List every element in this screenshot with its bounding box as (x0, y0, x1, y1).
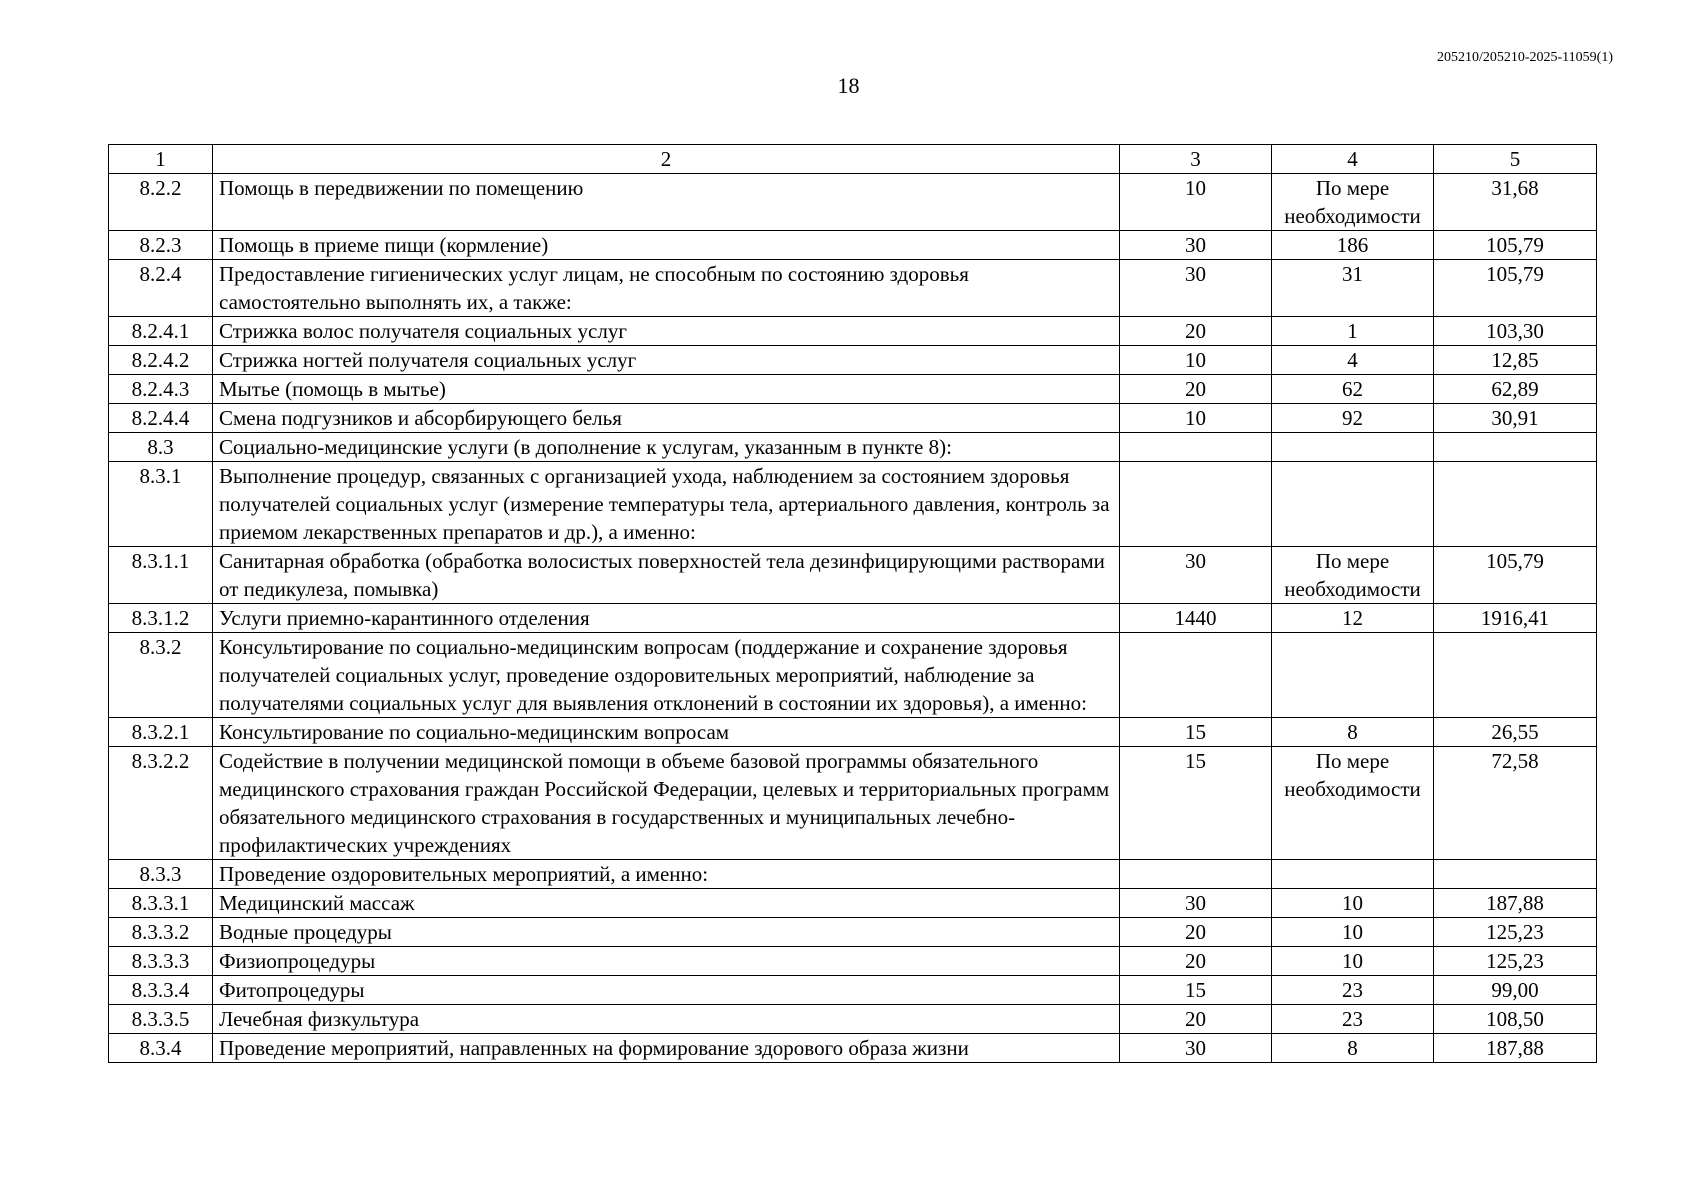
frequency: 92 (1272, 404, 1434, 433)
time-norm: 30 (1120, 1034, 1272, 1063)
time-norm: 15 (1120, 976, 1272, 1005)
time-norm: 10 (1120, 404, 1272, 433)
service-name: Стрижка ногтей получателя социальных услуг (213, 346, 1120, 375)
table-row (109, 547, 1597, 604)
time-norm (1120, 433, 1272, 462)
header-cell-5: 5 (1434, 145, 1597, 174)
time-norm (1120, 462, 1272, 547)
service-name: Консультирование по социально-медицинским вопросам (поддержание и сохранение здоровья получателей социальных услуг, проведение оздоровительных мероприятий, наблюдение за получателями социальных услуг для выявления отклонений в состоянии их здоровья), а именно: (213, 633, 1120, 718)
table-row (109, 860, 1597, 889)
table-row (109, 174, 1597, 231)
frequency: По мере необходимости (1272, 174, 1434, 231)
row-number: 8.3.3.1 (109, 889, 213, 918)
tariff: 72,58 (1434, 747, 1597, 860)
table-row (109, 976, 1597, 1005)
row-number: 8.2.4.4 (109, 404, 213, 433)
time-norm: 15 (1120, 747, 1272, 860)
table-row (109, 747, 1597, 860)
tariff: 30,91 (1434, 404, 1597, 433)
table-row (109, 947, 1597, 976)
tariff (1434, 633, 1597, 718)
frequency: По мере необходимости (1272, 547, 1434, 604)
table-row (109, 889, 1597, 918)
frequency: 62 (1272, 375, 1434, 404)
table-row (109, 604, 1597, 633)
tariff: 31,68 (1434, 174, 1597, 231)
header-cell-3: 3 (1120, 145, 1272, 174)
table-row (109, 718, 1597, 747)
header-cell-4: 4 (1272, 145, 1434, 174)
service-name: Социально-медицинские услуги (в дополнение к услугам, указанным в пункте 8): (213, 433, 1120, 462)
service-name: Выполнение процедур, связанных с организацией ухода, наблюдением за состоянием здоровья получателей социальных услуг (измерение температуры тела, артериального давления, контроль за приемом лекарственных препаратов и др.), а именно: (213, 462, 1120, 547)
table-row (109, 375, 1597, 404)
tariff: 12,85 (1434, 346, 1597, 375)
time-norm (1120, 860, 1272, 889)
frequency: 1 (1272, 317, 1434, 346)
row-number: 8.2.4 (109, 260, 213, 317)
service-name: Услуги приемно-карантинного отделения (213, 604, 1120, 633)
frequency: 186 (1272, 231, 1434, 260)
time-norm: 30 (1120, 889, 1272, 918)
service-name: Лечебная физкультура (213, 1005, 1120, 1034)
service-name: Водные процедуры (213, 918, 1120, 947)
frequency: 8 (1272, 718, 1434, 747)
service-name: Санитарная обработка (обработка волосистых поверхностей тела дезинфицирующими растворами от педикулеза, помывка) (213, 547, 1120, 604)
row-number: 8.3.3 (109, 860, 213, 889)
row-number: 8.3.1.2 (109, 604, 213, 633)
table-row (109, 260, 1597, 317)
frequency (1272, 462, 1434, 547)
frequency: 31 (1272, 260, 1434, 317)
row-number: 8.3.3.2 (109, 918, 213, 947)
frequency: По мере необходимости (1272, 747, 1434, 860)
table-row (109, 317, 1597, 346)
time-norm: 30 (1120, 231, 1272, 260)
tariff (1434, 433, 1597, 462)
tariff: 62,89 (1434, 375, 1597, 404)
page-number: 18 (837, 73, 860, 98)
table-row (109, 404, 1597, 433)
row-number: 8.3 (109, 433, 213, 462)
row-number: 8.3.1 (109, 462, 213, 547)
row-number: 8.3.2.2 (109, 747, 213, 860)
tariff: 105,79 (1434, 260, 1597, 317)
row-number: 8.3.3.3 (109, 947, 213, 976)
tariff: 26,55 (1434, 718, 1597, 747)
time-norm: 20 (1120, 375, 1272, 404)
tariff: 125,23 (1434, 947, 1597, 976)
service-name: Мытье (помощь в мытье) (213, 375, 1120, 404)
service-name: Проведение оздоровительных мероприятий, а именно: (213, 860, 1120, 889)
tariff: 103,30 (1434, 317, 1597, 346)
row-number: 8.2.4.3 (109, 375, 213, 404)
header-cell-1: 1 (109, 145, 213, 174)
time-norm: 15 (1120, 718, 1272, 747)
service-name: Содействие в получении медицинской помощи в объеме базовой программы обязательного медицинского страхования граждан Российской Федерации, целевых и территориальных программ обязательного медицинского страхования в государственных и муниципальных лечебно-профилактических учреждениях (213, 747, 1120, 860)
tariff: 108,50 (1434, 1005, 1597, 1034)
document-id: 205210/205210-2025-11059(1) (1436, 50, 1613, 65)
row-number: 8.3.4 (109, 1034, 213, 1063)
frequency (1272, 433, 1434, 462)
services-table (108, 144, 1597, 1063)
table-row (109, 346, 1597, 375)
frequency: 10 (1272, 947, 1434, 976)
time-norm: 20 (1120, 317, 1272, 346)
tariff: 99,00 (1434, 976, 1597, 1005)
time-norm: 20 (1120, 1005, 1272, 1034)
frequency: 8 (1272, 1034, 1434, 1063)
row-number: 8.3.1.1 (109, 547, 213, 604)
table-row (109, 231, 1597, 260)
time-norm: 20 (1120, 947, 1272, 976)
row-number: 8.2.3 (109, 231, 213, 260)
table-row (109, 1005, 1597, 1034)
row-number: 8.3.3.4 (109, 976, 213, 1005)
time-norm (1120, 633, 1272, 718)
time-norm: 10 (1120, 346, 1272, 375)
header-cell-2: 2 (213, 145, 1120, 174)
row-number: 8.2.2 (109, 174, 213, 231)
service-name: Помощь в передвижении по помещению (213, 174, 1120, 231)
frequency: 23 (1272, 1005, 1434, 1034)
row-number: 8.2.4.1 (109, 317, 213, 346)
tariff: 187,88 (1434, 889, 1597, 918)
frequency: 4 (1272, 346, 1434, 375)
tariff: 105,79 (1434, 231, 1597, 260)
row-number: 8.2.4.2 (109, 346, 213, 375)
service-name: Помощь в приеме пищи (кормление) (213, 231, 1120, 260)
service-name: Предоставление гигиенических услуг лицам, не способным по состоянию здоровья самостоятельно выполнять их, а также: (213, 260, 1120, 317)
time-norm: 10 (1120, 174, 1272, 231)
table-row (109, 433, 1597, 462)
service-name: Проведение мероприятий, направленных на формирование здорового образа жизни (213, 1034, 1120, 1063)
row-number: 8.3.3.5 (109, 1005, 213, 1034)
frequency: 10 (1272, 918, 1434, 947)
time-norm: 1440 (1120, 604, 1272, 633)
table-row (109, 633, 1597, 718)
time-norm: 30 (1120, 260, 1272, 317)
tariff (1434, 860, 1597, 889)
time-norm: 30 (1120, 547, 1272, 604)
table-header-row (109, 145, 1597, 174)
tariff: 125,23 (1434, 918, 1597, 947)
tariff (1434, 462, 1597, 547)
frequency (1272, 860, 1434, 889)
time-norm: 20 (1120, 918, 1272, 947)
service-name: Фитопроцедуры (213, 976, 1120, 1005)
tariff: 187,88 (1434, 1034, 1597, 1063)
table-row (109, 918, 1597, 947)
row-number: 8.3.2.1 (109, 718, 213, 747)
frequency (1272, 633, 1434, 718)
frequency: 10 (1272, 889, 1434, 918)
service-name: Стрижка волос получателя социальных услуг (213, 317, 1120, 346)
frequency: 23 (1272, 976, 1434, 1005)
row-number: 8.3.2 (109, 633, 213, 718)
service-name: Консультирование по социально-медицинским вопросам (213, 718, 1120, 747)
table-row (109, 1034, 1597, 1063)
service-name: Физиопроцедуры (213, 947, 1120, 976)
frequency: 12 (1272, 604, 1434, 633)
tariff: 1916,41 (1434, 604, 1597, 633)
tariff: 105,79 (1434, 547, 1597, 604)
service-name: Смена подгузников и абсорбирующего белья (213, 404, 1120, 433)
service-name: Медицинский массаж (213, 889, 1120, 918)
table-row (109, 462, 1597, 547)
